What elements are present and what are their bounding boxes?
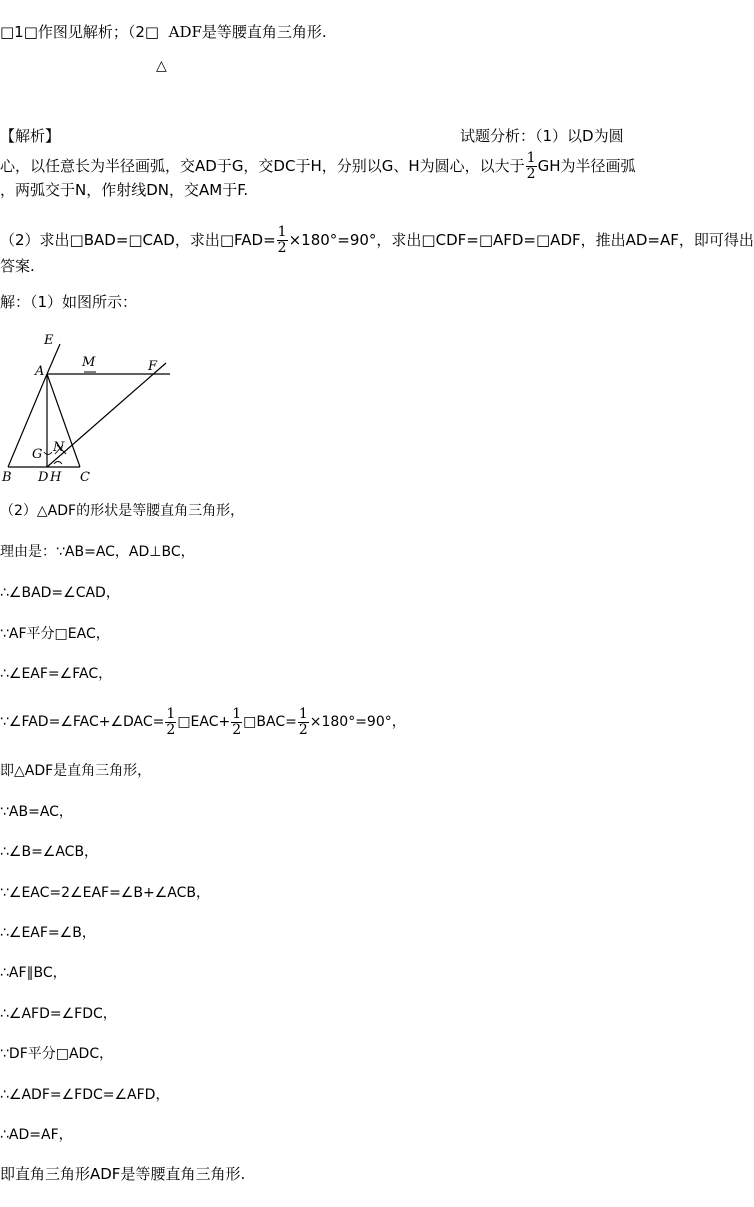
solution-step-17: ∴AD=AF，	[0, 1127, 73, 1143]
fraction-numerator: 1	[232, 705, 242, 722]
label-g: G	[32, 447, 43, 462]
solution-step-7	[0, 704, 406, 740]
step-7c: □BAC=	[243, 714, 297, 730]
solution-step-12: ∴∠EAF=∠B，	[0, 925, 96, 941]
analysis-line-2b: GH为半径画弧	[537, 157, 636, 175]
solution-step-14: ∴∠AFD=∠FDC，	[0, 1006, 117, 1022]
solution-step-5: ∵AF平分□EAC，	[0, 626, 110, 642]
analysis-line-2a: 心，以任意长为半径画弧，交AD于G，交DC于H，分别以G、H为圆心，以大于	[0, 157, 525, 175]
fraction-half	[526, 151, 537, 182]
label-a: A	[35, 364, 45, 379]
solution-step-13: ∴AF∥BC，	[0, 965, 67, 981]
triangle-symbol: △	[156, 58, 167, 74]
fraction-denominator: 2	[298, 721, 308, 738]
label-n: N	[53, 440, 65, 455]
label-m: M	[82, 355, 96, 370]
solution-step-4: ∴∠BAD=∠CAD，	[0, 585, 120, 601]
analysis-intro: 试题分析：（1）以D为圆	[460, 127, 624, 145]
fraction-denominator: 2	[166, 721, 176, 738]
solution-step-16: ∴∠ADF=∠FDC=∠AFD，	[0, 1087, 170, 1103]
label-f: F	[148, 359, 158, 374]
analysis-p2c: 答案.	[0, 257, 35, 275]
label-b: B	[2, 470, 12, 485]
analysis-line-2	[0, 150, 635, 182]
label-h: H	[50, 470, 62, 485]
fraction-numerator: 1	[166, 705, 176, 722]
answer-line	[0, 22, 327, 42]
answer-prefix: □1□	[0, 23, 38, 41]
fraction-denominator: 2	[277, 240, 287, 256]
arc-g	[44, 452, 52, 455]
fraction-half	[277, 225, 288, 256]
solution-step-9: ∵AB=AC，	[0, 804, 73, 820]
solution-step-10: ∴∠B=∠ACB，	[0, 844, 99, 860]
solution-step-2: （2）△ADF的形状是等腰直角三角形，	[0, 503, 245, 519]
fraction-numerator: 1	[298, 705, 308, 722]
analysis-p2b: ×180°=90°，求出□CDF=□AFD=□ADF，推出AD=AF，即可得出	[288, 231, 754, 249]
solution-step-18: 即直角三角形ADF是等腰直角三角形.	[0, 1165, 246, 1183]
step-7a: ∵∠FAD=∠FAC+∠DAC=	[0, 714, 165, 730]
analysis-p2a: （2）求出□BAD=□CAD，求出□FAD=	[0, 231, 276, 249]
label-c: C	[80, 470, 90, 485]
analysis-line-3: ，两弧交于N，作射线DN，交AM于F.	[0, 181, 249, 199]
answer-text-1: 作图见解析；（2□	[37, 23, 160, 41]
fraction-denominator: 2	[526, 166, 536, 182]
label-d: D	[38, 470, 49, 485]
step-7d: ×180°=90°，	[309, 714, 406, 730]
fraction-half	[298, 707, 309, 738]
fraction-denominator: 2	[232, 721, 242, 738]
analysis-header: 【解析】	[0, 127, 61, 145]
fraction-half	[231, 707, 242, 738]
fraction-numerator: 1	[277, 224, 287, 240]
solution-step-11: ∵∠EAC=2∠EAF=∠B+∠ACB，	[0, 885, 210, 901]
solution-step-3: 理由是：∵AB=AC，AD⊥BC，	[0, 544, 195, 560]
step-7b: □EAC+	[177, 714, 231, 730]
fraction-numerator: 1	[526, 150, 536, 166]
solution-step-1: 解：（1）如图所示：	[0, 293, 138, 311]
solution-step-15: ∵DF平分□ADC，	[0, 1046, 114, 1062]
ray-ae	[47, 344, 60, 374]
arc-h	[54, 462, 62, 465]
geometry-figure	[0, 330, 180, 490]
fraction-half	[165, 707, 176, 738]
label-e: E	[44, 333, 54, 348]
analysis-p2	[0, 224, 754, 256]
solution-step-8: 即△ADF是直角三角形，	[0, 763, 152, 779]
answer-text-2: ADF是等腰直角三角形.	[168, 23, 327, 41]
solution-step-6: ∴∠EAF=∠FAC，	[0, 666, 113, 682]
ray-dn	[47, 363, 166, 467]
